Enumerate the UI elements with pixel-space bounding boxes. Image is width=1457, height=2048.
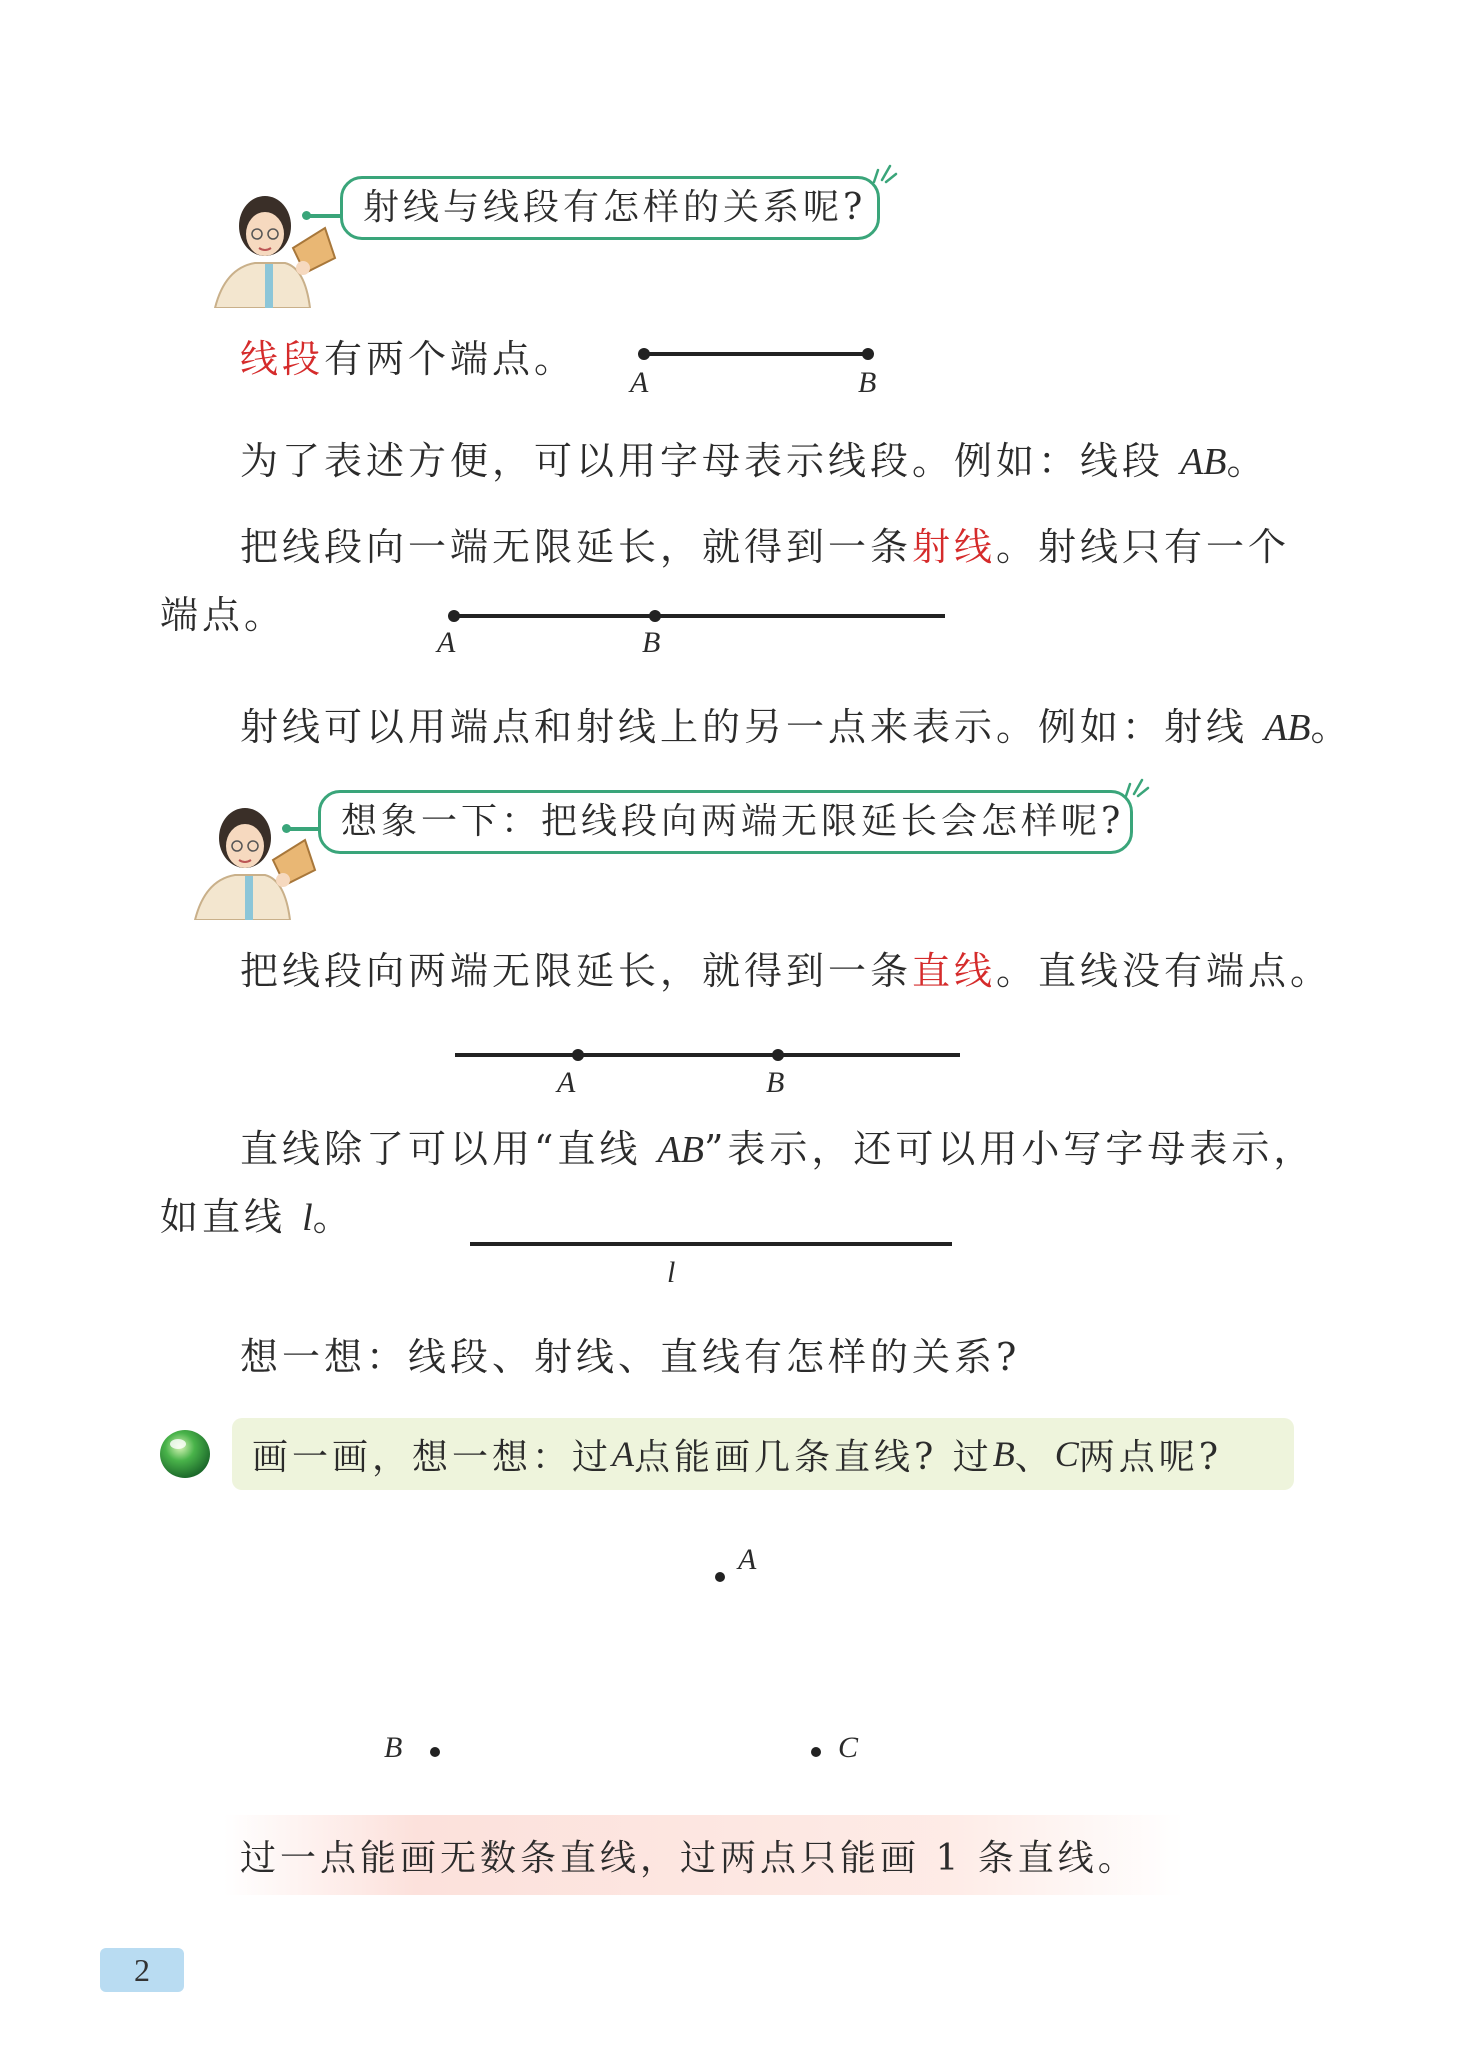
point-b-dot [649,610,661,622]
paragraph-ray-definition [240,525,1291,569]
ray-label-a: A [437,626,456,659]
teacher-illustration [205,188,345,308]
bubble-dot [302,211,311,220]
speech-bubble-1 [340,176,880,240]
figure-segment [630,344,890,404]
point-b-dot [862,348,874,360]
segment-label-a: A [630,366,649,399]
point-b-marker [430,1747,440,1757]
term-line: 直线 [912,949,997,993]
paragraph-think: 想一想：线段、射线、直线有怎样的关系? [240,1335,1021,1379]
paragraph-text: 直线除了可以用“直线 [240,1127,658,1171]
point-b-dot [772,1049,784,1061]
segment-label-b: B [858,366,877,399]
line-label-l: l [667,1256,676,1289]
var-c: C [1054,1434,1079,1474]
paragraph-line-notation-line2 [160,1195,355,1239]
point-a-dot [572,1049,584,1061]
point-a-dot [638,348,650,360]
activity-banner [232,1418,1294,1490]
sparkle-icon [1120,774,1150,798]
paragraph-text: ”表示，还可以用小写字母表示， [703,1127,1316,1171]
point-a-label: A [738,1543,757,1576]
paragraph-text: 。直线没有端点。 [996,949,1333,993]
paragraph-text: 。射线只有一个 [996,525,1291,569]
term-segment: 线段 [240,337,325,381]
figure-ray [440,606,960,666]
point-a-dot [448,610,460,622]
paragraph-line-definition [240,949,1333,993]
activity-text: 两点呢? [1078,1436,1223,1478]
point-a-marker [715,1572,725,1582]
teacher-illustration [185,800,325,920]
summary-text: 过一点能画无数条直线，过两点只能画 1 条直线。 [240,1837,1138,1879]
point-c-marker [811,1747,821,1757]
paragraph-segment-notation [240,439,1269,483]
var-l: l [302,1197,313,1239]
paragraph-text: 。 [312,1195,355,1239]
activity-ball-icon [158,1428,212,1480]
var-ab: AB [1264,707,1311,749]
summary-banner [224,1815,1184,1895]
point-c-label: C [838,1731,859,1764]
paragraph-text: 有两个端点。 [324,337,577,381]
line-label-a: A [557,1066,576,1099]
paragraph-segment-definition [240,337,577,381]
paragraph-ray-definition-line2: 端点。 [160,593,287,637]
ray-label-b: B [642,626,661,659]
paragraph-text: 把线段向一端无限延长，就得到一条 [240,525,913,569]
bubble-2-text: 想象一下：把线段向两端无限延长会怎样呢? [341,801,1125,842]
figure-line [455,1045,965,1105]
paragraph-ray-notation [240,705,1353,749]
bubble-1-text: 射线与线段有怎样的关系呢? [363,187,867,228]
paragraph-line-notation [240,1127,1316,1171]
paragraph-text: 如直线 [160,1195,303,1239]
sparkle-icon [868,160,898,184]
speech-bubble-2 [318,790,1133,854]
term-ray: 射线 [912,525,997,569]
paragraph-text: 射线可以用端点和射线上的另一点来表示。例如：射线 [240,705,1265,749]
page-number-text: 2 [134,1951,150,1988]
line-label-b: B [766,1066,785,1099]
bubble-connector [286,827,322,831]
activity-text: 、 [1014,1436,1055,1478]
paragraph-text: 。 [1310,705,1353,749]
activity-text: 画一画，想一想：过 [252,1436,613,1478]
var-b: B [992,1434,1015,1474]
var-a: A [612,1434,635,1474]
var-ab: AB [1180,441,1227,483]
page-number [100,1948,184,1992]
paragraph-text: 为了表述方便，可以用字母表示线段。例如：线段 [240,439,1181,483]
bubble-dot [282,824,291,833]
paragraph-text: 把线段向两端无限延长，就得到一条 [240,949,913,993]
figure-line-l [470,1238,960,1258]
point-b-label: B [384,1731,403,1764]
paragraph-text: 。 [1226,439,1269,483]
var-ab: AB [657,1129,704,1171]
activity-text: 点能画几条直线? 过 [634,1436,993,1478]
